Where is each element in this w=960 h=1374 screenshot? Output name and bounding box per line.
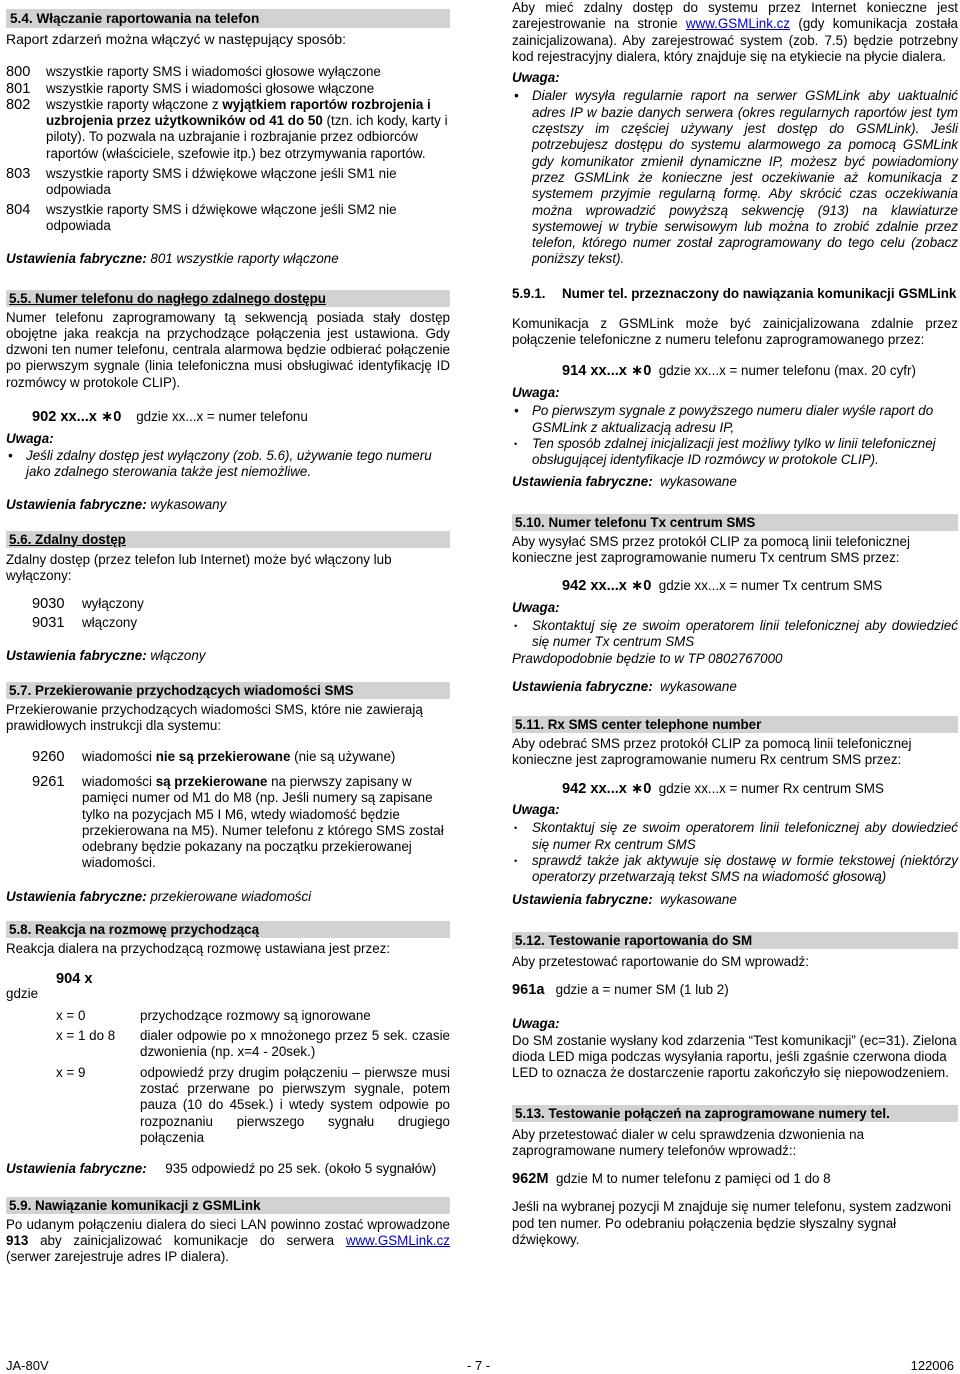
- note-label: Uwaga:: [512, 801, 560, 817]
- section-5-7-body: Przekierowanie przychodzących wiadomości SMS, które nie zawierają prawidłowych instrukcji dla systemu:: [6, 702, 423, 734]
- factory-value: 935 odpowiedź po 25 sek. (około 5 sygnałów): [165, 1161, 437, 1177]
- factory-value: wykasowany: [150, 497, 227, 513]
- section-5-12-body: Aby przetestować raportowanie do SM wprowadź:: [512, 953, 809, 969]
- factory-value: wykasowane: [660, 892, 737, 908]
- bullet-icon: •: [514, 403, 519, 419]
- section-5-12-header: 5.12. Testowanie raportowania do SM: [512, 932, 958, 949]
- section-5-9-header: 5.9. Nawiązanie komunikacji z GSMLink: [6, 1197, 450, 1214]
- factory-setting: [6, 251, 450, 267]
- note-text: sprawdź także jak aktywuje się dostawę w formie tekstowej (niektórzy operatorzy przetwarzają tekst SMS na wiadomość głosową): [532, 852, 958, 885]
- remote-access-options: [32, 596, 450, 632]
- code-description: gdzie xx...x = numer telefonu (max. 20 cyfr): [658, 362, 916, 378]
- list-item: [32, 615, 450, 631]
- note-text: Skontaktuj się ze swoim operatorem linii telefonicznej aby dowiedzieć się numer Rx centrum SMS: [532, 820, 958, 852]
- description: [82, 749, 450, 765]
- list-item: [6, 166, 450, 199]
- section-5-11-body: Aby odebrać SMS przez protokół CLIP za pomocą linii telefonicznej konieczne jest zaprogramowanie numeru Rx centrum SMS przez:: [512, 736, 912, 768]
- cell-value: odpowiedź przy drugim połączeniu – pierwsze musi zostać przerwane po pierwszym sygnale, potem pauza (10 do 45sek.) i wtedy system odpowie po rozpoznaniu pierwszego sygnału drugiego połączenia: [140, 1064, 450, 1145]
- factory-setting: [512, 679, 958, 695]
- section-5-8-header: 5.8. Reakcja na rozmowę przychodzącą: [6, 921, 450, 938]
- factory-label: Ustawienia fabryczne:: [6, 251, 147, 267]
- code-line: [512, 1171, 958, 1187]
- code: 803: [6, 166, 31, 183]
- text-bold: są przekierowane: [155, 773, 268, 789]
- code: 9261: [32, 773, 65, 790]
- gsmlink-link[interactable]: www.GSMLink.cz: [345, 1232, 450, 1248]
- text-part: (tzn. ich kody, karty i piloty). To pozwala na uzbrajanie i rozbrajanie przez odbiorców raportów (właściciele, szefowie itp.) bez otrzymywania raportów.: [46, 113, 448, 161]
- text-part: na pierwszy zapisany w pamięci numer od M1 do M8 (np. Jeśli numery są zapisane tylko na pozycjach M5 I M6, wtedy wiadomość będzie przekierowana na M5). Numer telefonu z którego SMS został odebrany będzie pokazany na początku przekierowanej wiadomości.: [82, 773, 444, 871]
- bullet-icon: •: [8, 447, 13, 463]
- text-part: wiadomości: [82, 773, 156, 789]
- factory-label: Ustawienia fabryczne:: [6, 647, 147, 663]
- note-label: Uwaga:: [512, 599, 560, 615]
- description: [46, 97, 450, 162]
- code: 961a: [512, 982, 545, 999]
- note-label: Uwaga:: [512, 1016, 560, 1032]
- cell-value: przychodzące rozmowy są ignorowane: [140, 1007, 371, 1023]
- text-part: wiadomości: [82, 748, 156, 764]
- code-description: gdzie xx...x = numer telefonu: [136, 409, 308, 425]
- page-number: - 7 -: [467, 1358, 491, 1373]
- section-5-10-header: 5.10. Numer telefonu Tx centrum SMS: [512, 514, 958, 531]
- text-part: Aby mieć zdalny dostęp do systemu przez Internet konieczne jest zarejestrowanie na stronie: [512, 0, 958, 32]
- section-5-8-body: Reakcja dialera na przychodzącą rozmowę ustawiana jest przez:: [6, 940, 391, 956]
- code: 9030: [32, 596, 65, 613]
- bullet-icon: •: [514, 88, 519, 104]
- code-line: [512, 982, 958, 998]
- note-text: Ten sposób zdalnej inicjalizacji jest możliwy tylko w linii telefonicznej obsługującej identyfikacje ID rozmówcy w protokole CLIP).: [532, 435, 936, 468]
- code: 9260: [32, 748, 65, 765]
- section-5-5-body: Numer telefonu zaprogramowany tą sekwencją posiada stały dostęp obojętne jaka reakcja na przychodzące połączenia jest ustawiona. Gdy dzwoni ten numer telefonu, centrala alarmowa będzie odbierać połączenie po pierwszym sygnale (linia telefoniczna musi obsługiwać identyfikację ID rozmówcy w protokole CLIP).: [6, 309, 450, 390]
- section-5-6-header: 5.6. Zdalny dostęp: [6, 531, 450, 548]
- note-item: [6, 448, 450, 481]
- factory-label: Ustawienia fabryczne:: [6, 497, 147, 513]
- list-item: [32, 596, 450, 612]
- section-5-13-body: Aby przetestować dialer w celu sprawdzenia dzwonienia na zaprogramowane numery telefonów wprowadź::: [512, 1126, 865, 1158]
- section-5-9-1-header: [512, 286, 958, 302]
- code-description: gdzie xx...x = numer Tx centrum SMS: [658, 578, 883, 594]
- code-line: [562, 363, 958, 379]
- text-part: aby zainicjalizować komunikacje do serwera: [28, 1232, 346, 1248]
- right-column: [512, 0, 958, 1248]
- code: 914 xx...x ∗0: [562, 362, 652, 379]
- bullet-icon: •: [514, 620, 518, 631]
- text-bold: 913: [6, 1232, 29, 1248]
- factory-value: wykasowane: [660, 678, 737, 694]
- gsmlink-registration-text: [512, 0, 958, 65]
- section-number: 5.9.1.: [512, 285, 546, 301]
- description: wszystkie raporty SMS i wiadomości głosowe wyłączone: [46, 64, 381, 80]
- note-text: Skontaktuj się ze swoim operatorem linii telefonicznej aby dowiedzieć się numer Tx centrum SMS: [532, 617, 958, 650]
- code: 962M: [512, 1171, 549, 1188]
- table-row: [56, 1028, 450, 1061]
- text-part: (nie są używane): [290, 748, 396, 764]
- note-label: Uwaga:: [512, 384, 560, 400]
- description: wszystkie raporty SMS i wiadomości głosowe włączone: [46, 80, 375, 96]
- note-text: Jeśli zdalny dostęp jest wyłączony (zob. 5.6), używanie tego numeru jako zdalnego sterowania także jest niemożliwe.: [26, 447, 432, 479]
- note-text: Do SM zostanie wysłany kod zdarzenia “Test komunikacji” (ec=31). Zielona dioda LED miga podczas wysyłania raportu, jeśli zgaśnie czerwona dioda LED to oznacza że dostarczenie raportu zakończyło się niepowodzeniem.: [512, 1032, 957, 1081]
- cell-key: x = 9: [56, 1064, 86, 1080]
- footer-model: JA-80V: [6, 1358, 49, 1373]
- text-part: wszystkie raporty włączone z: [46, 96, 223, 112]
- factory-setting: [6, 648, 450, 664]
- section-5-4-intro: Raport zdarzeń można włączyć w następujący sposób:: [6, 31, 347, 47]
- code: 801: [6, 80, 31, 97]
- table-row: [56, 1008, 450, 1024]
- factory-setting: [512, 892, 958, 908]
- text-part: (gdy komunikacja została zainicjalizowana). Aby zarejestrować system (zob. 7.5) będzie potrzebny kod rejestracyjny dialera, który znajduje się na etykiecie na płycie dialera.: [512, 16, 958, 64]
- list-item: [6, 97, 450, 162]
- section-5-10-body: Aby wysyłać SMS przez protokół CLIP za pomocą linii telefonicznej konieczne jest zaprogramowanie numeru Tx centrum SMS przez:: [512, 533, 910, 566]
- factory-setting: [6, 497, 450, 513]
- factory-label: Ustawienia fabryczne:: [512, 678, 653, 694]
- code: 942 xx...x ∗0: [562, 780, 652, 797]
- section-5-11-header: 5.11. Rx SMS center telephone number: [512, 716, 958, 733]
- factory-setting: [6, 1161, 450, 1177]
- description: [82, 774, 450, 872]
- table-row: [56, 1065, 450, 1146]
- section-5-6-body: Zdalny dostęp (przez telefon lub Internet) może być włączony lub wyłączony:: [6, 551, 392, 583]
- code: 804: [6, 201, 31, 218]
- note-label: Uwaga:: [512, 70, 560, 86]
- note-item: [512, 403, 958, 436]
- description: wyłączony: [82, 596, 144, 612]
- note-text: Po pierwszym sygnale z powyższego numeru dialer wyśle raport do GSMLink z aktualizacją adresu IP,: [532, 403, 934, 435]
- note-text: Dialer wysyła regularnie raport na serwer GSMLink aby uaktualnić adres IP w bazie danych serwera (okres regularnych raportów jest tym częstszy im częściej używany jest dostęp do GSMLink). Jeśli potrzebujesz dostępu do systemu alarmowego za pomocą GSMLink gdy komunikator zmienił dynamiczne IP, możesz być powiadomiony przez GSMLink że konieczne jest oczekiwanie aż komunikacja z systemem przyjmie regularną formę. Aby skrócić czas oczekiwania można wprowadzić powyższą sekwencję (913) na klawiaturze systemowej w trybie serwisowym lub można to zrobić zdalnie przez telefon, którego numer został zaprogramowany do tego celu (zobacz poniższy tekst).: [532, 88, 958, 267]
- report-options-list: [6, 64, 450, 234]
- text-bold: nie są przekierowane: [155, 748, 291, 764]
- section-5-9-1-body: Komunikacja z GSMLink może być zainicjalizowana zdalnie przez połączenie telefoniczne z numeru telefonu zaprogramowanego przez:: [512, 316, 958, 348]
- section-title: Numer tel. przeznaczony do nawiązania komunikacji GSMLink: [562, 285, 957, 301]
- note-item: [512, 88, 958, 267]
- factory-label: Ustawienia fabryczne:: [6, 1161, 147, 1177]
- list-item: [6, 64, 450, 80]
- section-5-7-header: 5.7. Przekierowanie przychodzących wiadomości SMS: [6, 682, 450, 699]
- gdzie-label: gdzie: [6, 985, 39, 1001]
- code: 9031: [32, 615, 65, 632]
- note-item: [512, 618, 958, 651]
- code: 800: [6, 64, 31, 81]
- list-item: [32, 749, 450, 765]
- list-item: [32, 774, 450, 872]
- code-line: [562, 781, 958, 797]
- factory-label: Ustawienia fabryczne:: [6, 888, 147, 904]
- bullet-icon: •: [514, 438, 518, 449]
- reaction-table: [56, 1008, 450, 1146]
- factory-value: wykasowane: [660, 474, 737, 490]
- code: 902 xx...x ∗0: [32, 409, 122, 426]
- text-part: Po udanym połączeniu dialera do sieci LAN powinno zostać wprowadzone: [6, 1216, 450, 1232]
- code: 942 xx...x ∗0: [562, 578, 652, 595]
- factory-setting: [512, 474, 958, 490]
- code-line: [32, 409, 450, 425]
- note-item: [512, 853, 958, 886]
- cell-key: x = 1 do 8: [56, 1028, 116, 1044]
- footer-code: 122006: [910, 1358, 954, 1373]
- factory-label: Ustawienia fabryczne:: [512, 474, 653, 490]
- cell-key: x = 0: [56, 1007, 86, 1023]
- section-5-9-body: [6, 1217, 450, 1266]
- note-label: Uwaga:: [6, 431, 54, 447]
- description: włączony: [82, 615, 138, 631]
- list-item: [6, 202, 450, 235]
- note-after: Prawdopodobnie będzie to w TP 0802767000: [512, 650, 783, 666]
- code: 802: [6, 96, 31, 113]
- note-item: [512, 436, 958, 469]
- factory-value: włączony: [150, 647, 206, 663]
- code-description: gdzie xx...x = numer Rx centrum SMS: [658, 780, 884, 796]
- code: 904 x: [56, 971, 93, 988]
- factory-value: 801 wszystkie raporty włączone: [150, 251, 339, 267]
- bullet-icon: •: [514, 823, 518, 834]
- section-5-4-header: 5.4. Włączanie raportowania na telefon: [6, 9, 450, 28]
- cell-value: dialer odpowie po x mnożonego przez 5 sek. czasie dzwonienia (np. x=4 - 20sek.): [140, 1028, 450, 1060]
- bullet-icon: •: [514, 855, 518, 866]
- note-item: [512, 820, 958, 853]
- code-description: gdzie M to numer telefonu z pamięci od 1 do 8: [555, 1171, 831, 1187]
- page-footer: [0, 1358, 960, 1374]
- factory-value: przekierowane wiadomości: [150, 888, 312, 904]
- section-5-13-after: Jeśli na wybranej pozycji M znajduje się numer telefonu, system zadzwoni pod ten numer. Po odebraniu połączenia będzie słyszalny sygnał dźwiękowy.: [512, 1199, 952, 1248]
- left-column: [6, 0, 450, 1265]
- sms-forward-options: [32, 749, 450, 872]
- code-description: gdzie a = numer SM (1 lub 2): [555, 982, 729, 998]
- gsmlink-link[interactable]: www.GSMLink.cz: [685, 16, 791, 32]
- list-item: [6, 81, 450, 97]
- description: wszystkie raporty SMS i dźwiękowe włączone jeśli SM1 nie odpowiada: [46, 166, 397, 198]
- section-5-5-header: 5.5. Numer telefonu do nagłego zdalnego dostępu: [6, 290, 450, 307]
- factory-setting: [6, 889, 450, 905]
- text-part: (serwer zarejestruje adres IP dialera).: [6, 1249, 230, 1265]
- text-bold: wyjątkiem raportów rozbrojenia i uzbrojenia przez użytkowników od 41 do 50: [46, 96, 431, 129]
- code-line: [562, 578, 958, 594]
- section-5-13-header: 5.13. Testowanie połączeń na zaprogramowane numery tel.: [512, 1105, 958, 1122]
- description: wszystkie raporty SMS i dźwiękowe włączone jeśli SM2 nie odpowiada: [46, 201, 397, 233]
- factory-label: Ustawienia fabryczne:: [512, 892, 653, 908]
